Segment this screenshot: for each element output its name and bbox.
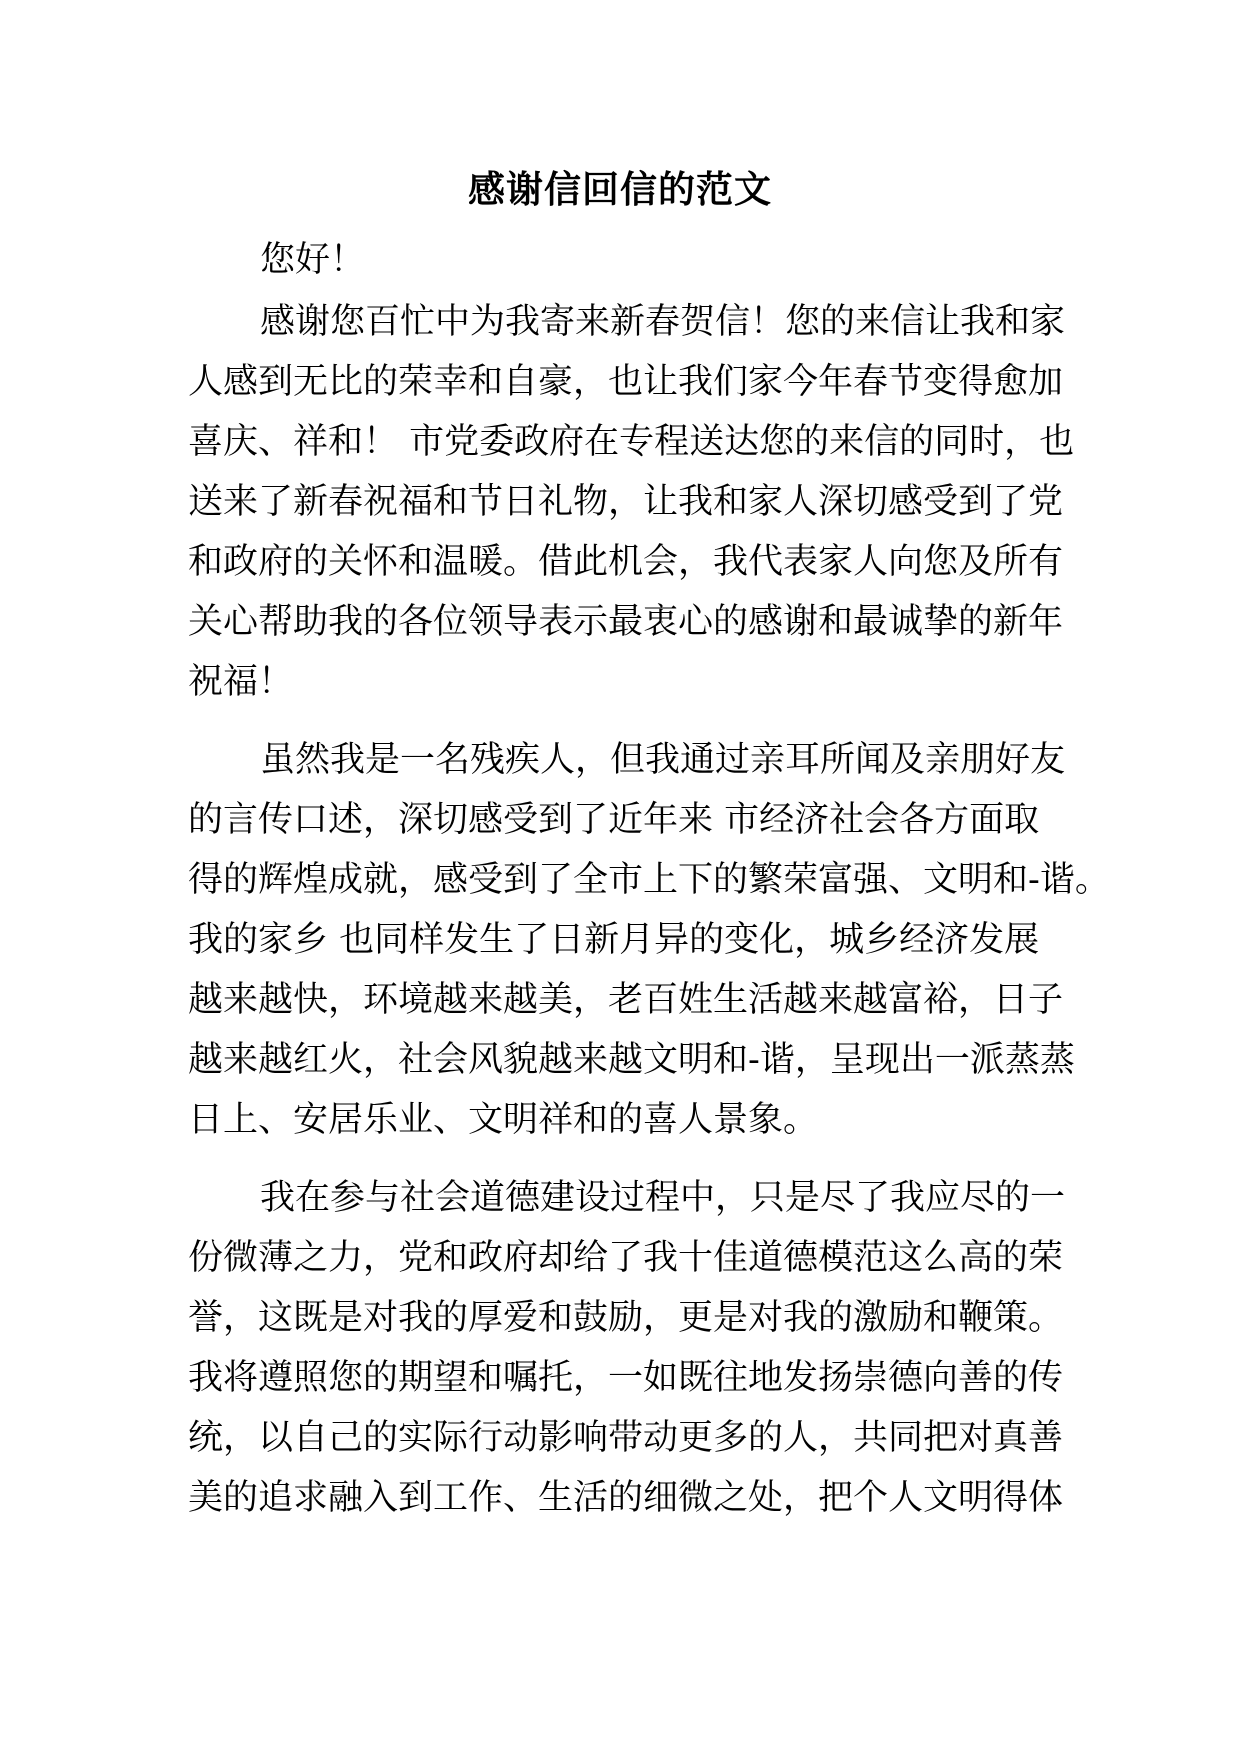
paragraph-1-line-6: 关心帮助我的各位领导表示最衷心的感谢和最诚挚的新年 (188, 602, 1064, 642)
paragraph-1-line-5: 和政府的关怀和温暖。借此机会，我代表家人向您及所有 (188, 542, 1064, 582)
paragraph-3-line-6: 美的追求融入到工作、生活的细微之处，把个人文明得体 (188, 1478, 1064, 1518)
document-title: 感谢信回信的范文 (468, 167, 772, 211)
paragraph-1-line-1: 感谢您百忙中为我寄来新春贺信！您的来信让我和家 (260, 302, 1066, 342)
greeting-line: 您好！ (260, 240, 366, 280)
paragraph-1-line-3: 喜庆、祥和！ 市党委政府在专程送达您的来信的同时，也 (188, 422, 1075, 462)
paragraph-1-line-4: 送来了新春祝福和节日礼物，让我和家人深切感受到了党 (188, 482, 1064, 522)
paragraph-3-line-4: 我将遵照您的期望和嘱托，一如既往地发扬崇德向善的传 (188, 1358, 1064, 1398)
paragraph-3-line-3: 誉，这既是对我的厚爱和鼓励，更是对我的激励和鞭策。 (188, 1298, 1064, 1338)
paragraph-2-line-7: 日上、安居乐业、文明祥和的喜人景象。 (188, 1100, 819, 1140)
paragraph-3-line-1: 我在参与社会道德建设过程中，只是尽了我应尽的一 (260, 1178, 1066, 1218)
paragraph-2-line-2: 的言传口述，深切感受到了近年来 市经济社会各方面取 (188, 800, 1040, 840)
paragraph-2-line-1: 虽然我是一名残疾人，但我通过亲耳所闻及亲朋好友 (260, 740, 1066, 780)
paragraph-3-line-5: 统，以自己的实际行动影响带动更多的人，共同把对真善 (188, 1418, 1064, 1458)
paragraph-1-line-2: 人感到无比的荣幸和自豪，也让我们家今年春节变得愈加 (188, 362, 1064, 402)
paragraph-2-line-3: 得的辉煌成就，感受到了全市上下的繁荣富强、文明和-谐。 (188, 860, 1110, 900)
paragraph-2-line-5: 越来越快，环境越来越美，老百姓生活越来越富裕，日子 (188, 980, 1064, 1020)
paragraph-3-line-2: 份微薄之力，党和政府却给了我十佳道德模范这么高的荣 (188, 1238, 1064, 1278)
paragraph-2-line-4: 我的家乡 也同样发生了日新月异的变化，城乡经济发展 (188, 920, 1040, 960)
paragraph-2-line-6: 越来越红火，社会风貌越来越文明和-谐，呈现出一派蒸蒸 (188, 1040, 1075, 1080)
paragraph-1-line-7: 祝福！ (188, 662, 294, 702)
